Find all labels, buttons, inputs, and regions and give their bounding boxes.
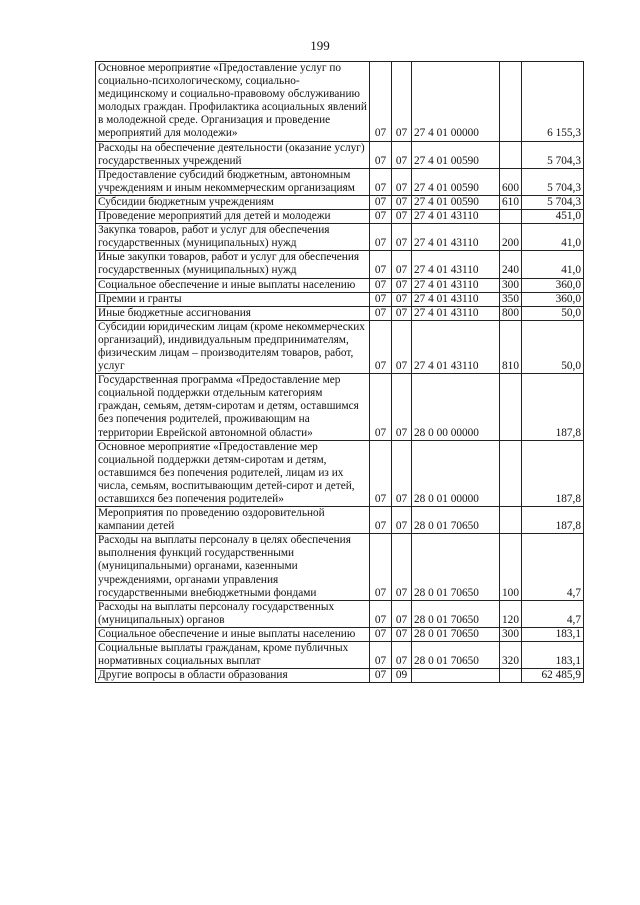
row-subsection: 07 bbox=[392, 320, 412, 373]
row-amount: 41,0 bbox=[522, 224, 584, 251]
row-target-article: 28 0 01 00000 bbox=[412, 440, 500, 506]
row-name: Расходы на выплаты персоналу в целях обеспечения выполнения функций государственными (муниципальными) органами, казенными учреждениями, органами управления государственными внебюджетными фондами bbox=[96, 534, 370, 600]
row-expense-type: 300 bbox=[500, 278, 522, 292]
table-row bbox=[96, 440, 584, 506]
row-subsection: 07 bbox=[392, 62, 412, 142]
table-row bbox=[96, 374, 584, 440]
row-name: Социальные выплаты гражданам, кроме публичных нормативных социальных выплат bbox=[96, 642, 370, 669]
row-expense-type: 320 bbox=[500, 642, 522, 669]
table-row bbox=[96, 306, 584, 320]
row-amount: 5 704,3 bbox=[522, 141, 584, 168]
row-target-article: 27 4 01 43110 bbox=[412, 251, 500, 278]
row-target-article: 27 4 01 00590 bbox=[412, 141, 500, 168]
table-row bbox=[96, 507, 584, 534]
row-subsection: 07 bbox=[392, 534, 412, 600]
row-target-article: 27 4 01 43110 bbox=[412, 306, 500, 320]
row-subsection: 07 bbox=[392, 440, 412, 506]
row-subsection: 07 bbox=[392, 141, 412, 168]
row-subsection: 07 bbox=[392, 642, 412, 669]
row-amount: 187,8 bbox=[522, 507, 584, 534]
row-section: 07 bbox=[370, 306, 392, 320]
row-section: 07 bbox=[370, 141, 392, 168]
table-row bbox=[96, 251, 584, 278]
row-expense-type: 600 bbox=[500, 168, 522, 195]
row-section: 07 bbox=[370, 278, 392, 292]
row-name: Мероприятия по проведению оздоровительной кампании детей bbox=[96, 507, 370, 534]
row-target-article: 28 0 00 00000 bbox=[412, 374, 500, 440]
row-expense-type: 240 bbox=[500, 251, 522, 278]
row-section: 07 bbox=[370, 62, 392, 142]
row-section: 07 bbox=[370, 669, 392, 683]
table-row bbox=[96, 534, 584, 600]
row-name: Премии и гранты bbox=[96, 292, 370, 306]
row-amount: 5 704,3 bbox=[522, 168, 584, 195]
row-target-article: 27 4 01 43110 bbox=[412, 278, 500, 292]
row-target-article: 28 0 01 70650 bbox=[412, 600, 500, 627]
row-name: Иные закупки товаров, работ и услуг для обеспечения государственных (муниципальных) нужд bbox=[96, 251, 370, 278]
row-expense-type: 610 bbox=[500, 195, 522, 209]
page-number: 199 bbox=[310, 38, 330, 53]
row-amount: 50,0 bbox=[522, 306, 584, 320]
row-subsection: 07 bbox=[392, 195, 412, 209]
table-row bbox=[96, 62, 584, 142]
row-name: Основное мероприятие «Предоставление мер социальной поддержки детям-сиротам и детям, оставшимся без попечения родителей, лицам из их числа, семьям, воспитывающим детей-сирот и детей, оставшихся без попечения родителей» bbox=[96, 440, 370, 506]
table-row bbox=[96, 600, 584, 627]
row-expense-type bbox=[500, 507, 522, 534]
row-name: Расходы на выплаты персоналу государственных (муниципальных) органов bbox=[96, 600, 370, 627]
row-amount: 187,8 bbox=[522, 374, 584, 440]
table-row bbox=[96, 627, 584, 641]
row-expense-type: 350 bbox=[500, 292, 522, 306]
row-name: Иные бюджетные ассигнования bbox=[96, 306, 370, 320]
row-amount: 62 485,9 bbox=[522, 669, 584, 683]
table-row bbox=[96, 278, 584, 292]
row-subsection: 09 bbox=[392, 669, 412, 683]
row-expense-type: 100 bbox=[500, 534, 522, 600]
row-expense-type: 800 bbox=[500, 306, 522, 320]
row-section: 07 bbox=[370, 210, 392, 224]
row-amount: 360,0 bbox=[522, 278, 584, 292]
row-subsection: 07 bbox=[392, 374, 412, 440]
row-subsection: 07 bbox=[392, 627, 412, 641]
row-expense-type bbox=[500, 669, 522, 683]
row-section: 07 bbox=[370, 320, 392, 373]
table-row bbox=[96, 292, 584, 306]
row-expense-type bbox=[500, 210, 522, 224]
row-section: 07 bbox=[370, 440, 392, 506]
row-expense-type: 300 bbox=[500, 627, 522, 641]
row-name: Закупка товаров, работ и услуг для обеспечения государственных (муниципальных) нужд bbox=[96, 224, 370, 251]
row-amount: 183,1 bbox=[522, 642, 584, 669]
row-name: Социальное обеспечение и иные выплаты населению bbox=[96, 627, 370, 641]
row-expense-type bbox=[500, 62, 522, 142]
row-target-article: 27 4 01 00000 bbox=[412, 62, 500, 142]
row-expense-type bbox=[500, 141, 522, 168]
row-section: 07 bbox=[370, 292, 392, 306]
row-amount: 360,0 bbox=[522, 292, 584, 306]
row-section: 07 bbox=[370, 534, 392, 600]
table-row bbox=[96, 320, 584, 373]
table-row bbox=[96, 210, 584, 224]
row-section: 07 bbox=[370, 507, 392, 534]
row-section: 07 bbox=[370, 600, 392, 627]
table-row bbox=[96, 141, 584, 168]
row-target-article: 27 4 01 00590 bbox=[412, 195, 500, 209]
row-target-article: 27 4 01 43110 bbox=[412, 210, 500, 224]
row-target-article: 27 4 01 00590 bbox=[412, 168, 500, 195]
row-amount: 5 704,3 bbox=[522, 195, 584, 209]
table-row bbox=[96, 669, 584, 683]
row-section: 07 bbox=[370, 224, 392, 251]
row-section: 07 bbox=[370, 168, 392, 195]
row-expense-type bbox=[500, 440, 522, 506]
row-subsection: 07 bbox=[392, 278, 412, 292]
row-section: 07 bbox=[370, 251, 392, 278]
row-subsection: 07 bbox=[392, 306, 412, 320]
row-subsection: 07 bbox=[392, 251, 412, 278]
row-expense-type: 810 bbox=[500, 320, 522, 373]
row-name: Субсидии бюджетным учреждениям bbox=[96, 195, 370, 209]
row-expense-type bbox=[500, 374, 522, 440]
row-name: Социальное обеспечение и иные выплаты населению bbox=[96, 278, 370, 292]
row-section: 07 bbox=[370, 642, 392, 669]
row-subsection: 07 bbox=[392, 507, 412, 534]
row-name: Проведение мероприятий для детей и молодежи bbox=[96, 210, 370, 224]
row-expense-type: 120 bbox=[500, 600, 522, 627]
row-name: Расходы на обеспечение деятельности (оказание услуг) государственных учреждений bbox=[96, 141, 370, 168]
row-subsection: 07 bbox=[392, 600, 412, 627]
row-amount: 6 155,3 bbox=[522, 62, 584, 142]
table-row bbox=[96, 224, 584, 251]
row-section: 07 bbox=[370, 195, 392, 209]
row-subsection: 07 bbox=[392, 210, 412, 224]
row-expense-type: 200 bbox=[500, 224, 522, 251]
row-amount: 187,8 bbox=[522, 440, 584, 506]
row-name: Государственная программа «Предоставление мер социальной поддержки отдельным категориям граждан, семьям, детям-сиротам и детям, оставшимся без попечения родителей, проживающим на территории Еврейской автономной области» bbox=[96, 374, 370, 440]
row-name: Другие вопросы в области образования bbox=[96, 669, 370, 683]
row-target-article bbox=[412, 669, 500, 683]
row-target-article: 28 0 01 70650 bbox=[412, 507, 500, 534]
row-subsection: 07 bbox=[392, 224, 412, 251]
row-target-article: 28 0 01 70650 bbox=[412, 627, 500, 641]
row-amount: 4,7 bbox=[522, 534, 584, 600]
budget-table bbox=[95, 61, 584, 683]
row-target-article: 28 0 01 70650 bbox=[412, 534, 500, 600]
row-section: 07 bbox=[370, 627, 392, 641]
row-name: Предоставление субсидий бюджетным, автономным учреждениям и иным некоммерческим организациям bbox=[96, 168, 370, 195]
row-amount: 4,7 bbox=[522, 600, 584, 627]
table-row bbox=[96, 168, 584, 195]
row-name: Субсидии юридическим лицам (кроме некоммерческих организаций), индивидуальным предпринимателям, физическим лицам – производителям товаров, работ, услуг bbox=[96, 320, 370, 373]
row-target-article: 27 4 01 43110 bbox=[412, 224, 500, 251]
row-target-article: 27 4 01 43110 bbox=[412, 292, 500, 306]
row-amount: 451,0 bbox=[522, 210, 584, 224]
table-row bbox=[96, 195, 584, 209]
row-amount: 183,1 bbox=[522, 627, 584, 641]
row-subsection: 07 bbox=[392, 292, 412, 306]
row-target-article: 28 0 01 70650 bbox=[412, 642, 500, 669]
row-amount: 50,0 bbox=[522, 320, 584, 373]
row-target-article: 27 4 01 43110 bbox=[412, 320, 500, 373]
row-amount: 41,0 bbox=[522, 251, 584, 278]
table-row bbox=[96, 642, 584, 669]
row-section: 07 bbox=[370, 374, 392, 440]
row-subsection: 07 bbox=[392, 168, 412, 195]
row-name: Основное мероприятие «Предоставление услуг по социально-психологическому, социально-медицинскому и социально-правовому обслуживанию молодых граждан. Профилактика асоциальных явлений в молодежной среде. Организация и проведение мероприятий для молодежи» bbox=[96, 62, 370, 142]
